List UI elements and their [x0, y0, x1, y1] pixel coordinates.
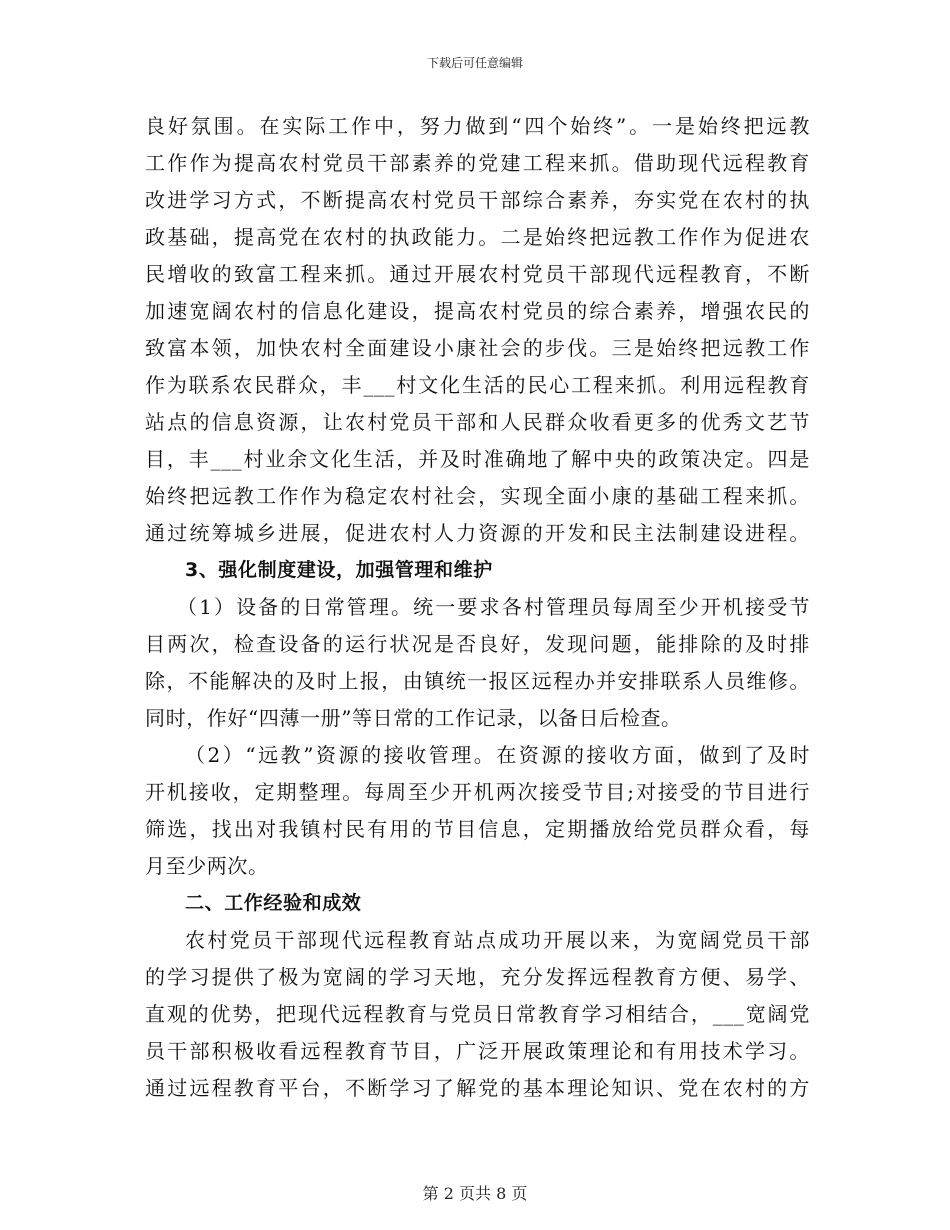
text-line: 开机接收，定期整理。每周至少开机两次接受节目;对接受的节目进行: [145, 780, 810, 804]
text-line: 直观的优势，把现代远程教育与党员日常教育学习相结合，___宽阔党: [145, 1002, 810, 1026]
text-line: 民增收的致富工程来抓。通过开展农村党员干部现代远程教育，不断: [145, 262, 810, 286]
text-line: 致富本领，加快农村全面建设小康社会的步伐。三是始终把远教工作: [145, 336, 810, 360]
document-body: [145, 108, 810, 1107]
text-line: 筛选，找出对我镇村民有用的节目信息，定期播放给党员群众看，每: [145, 817, 810, 841]
text-line: 良好氛围。在实际工作中，努力做到“四个始终”。一是始终把远教: [145, 114, 810, 138]
text-line: （1）设备的日常管理。统一要求各村管理员每周至少开机接受节: [177, 595, 810, 619]
text-line: 政基础，提高党在农村的执政能力。二是始终把远教工作作为促进农: [145, 225, 810, 249]
text-line: 改进学习方式，不断提高农村党员干部综合素养，夯实党在农村的执: [145, 188, 810, 212]
text-line: 员干部积极收看远程教育节目，广泛开展政策理论和有用技术学习。: [145, 1039, 810, 1063]
text-line: 始终把远教工作作为稳定农村社会，实现全面小康的基础工程来抓。: [145, 484, 810, 508]
text-line: 通过统筹城乡进展，促进农村人力资源的开发和民主法制建设进程。: [145, 521, 810, 545]
text-line: 目，丰___村业余文化生活，并及时准确地了解中央的政策决定。四是: [145, 447, 810, 471]
text-line: 目两次，检查设备的运行状况是否良好，发现问题，能排除的及时排: [145, 632, 810, 656]
text-line: 作为联系农民群众，丰___村文化生活的民心工程来抓。利用远程教育: [145, 373, 810, 397]
text-line: （2）“远教”资源的接收管理。在资源的接收方面，做到了及时: [185, 743, 810, 767]
text-line: 工作作为提高农村党员干部素养的党建工程来抓。借助现代远程教育: [145, 151, 810, 175]
text-line: 同时，作好“四薄一册”等日常的工作记录，以备日后检查。: [145, 706, 682, 730]
text-line: 的学习提供了极为宽阔的学习天地，充分发挥远程教育方便、易学、: [145, 965, 810, 989]
page-header: 下载后可任意编辑: [426, 56, 523, 70]
section-heading: 3、强化制度建设，加强管理和维护: [185, 559, 493, 581]
text-line: 通过远程教育平台，不断学习了解党的基本理论知识、党在农村的方: [145, 1076, 810, 1100]
text-line: 农村党员干部现代远程教育站点成功开展以来，为宽阔党员干部: [185, 928, 810, 952]
text-line: 站点的信息资源，让农村党员干部和人民群众收看更多的优秀文艺节: [145, 410, 810, 434]
section-heading: 二、工作经验和成效: [185, 892, 362, 914]
page-footer: 第 2 页共 8 页: [422, 1184, 528, 1203]
text-line: 月至少两次。: [145, 854, 269, 878]
text-line: 除，不能解决的及时上报，由镇统一报区远程办并安排联系人员维修。: [145, 669, 810, 693]
text-line: 加速宽阔农村的信息化建设，提高农村党员的综合素养，增强农民的: [145, 299, 810, 323]
